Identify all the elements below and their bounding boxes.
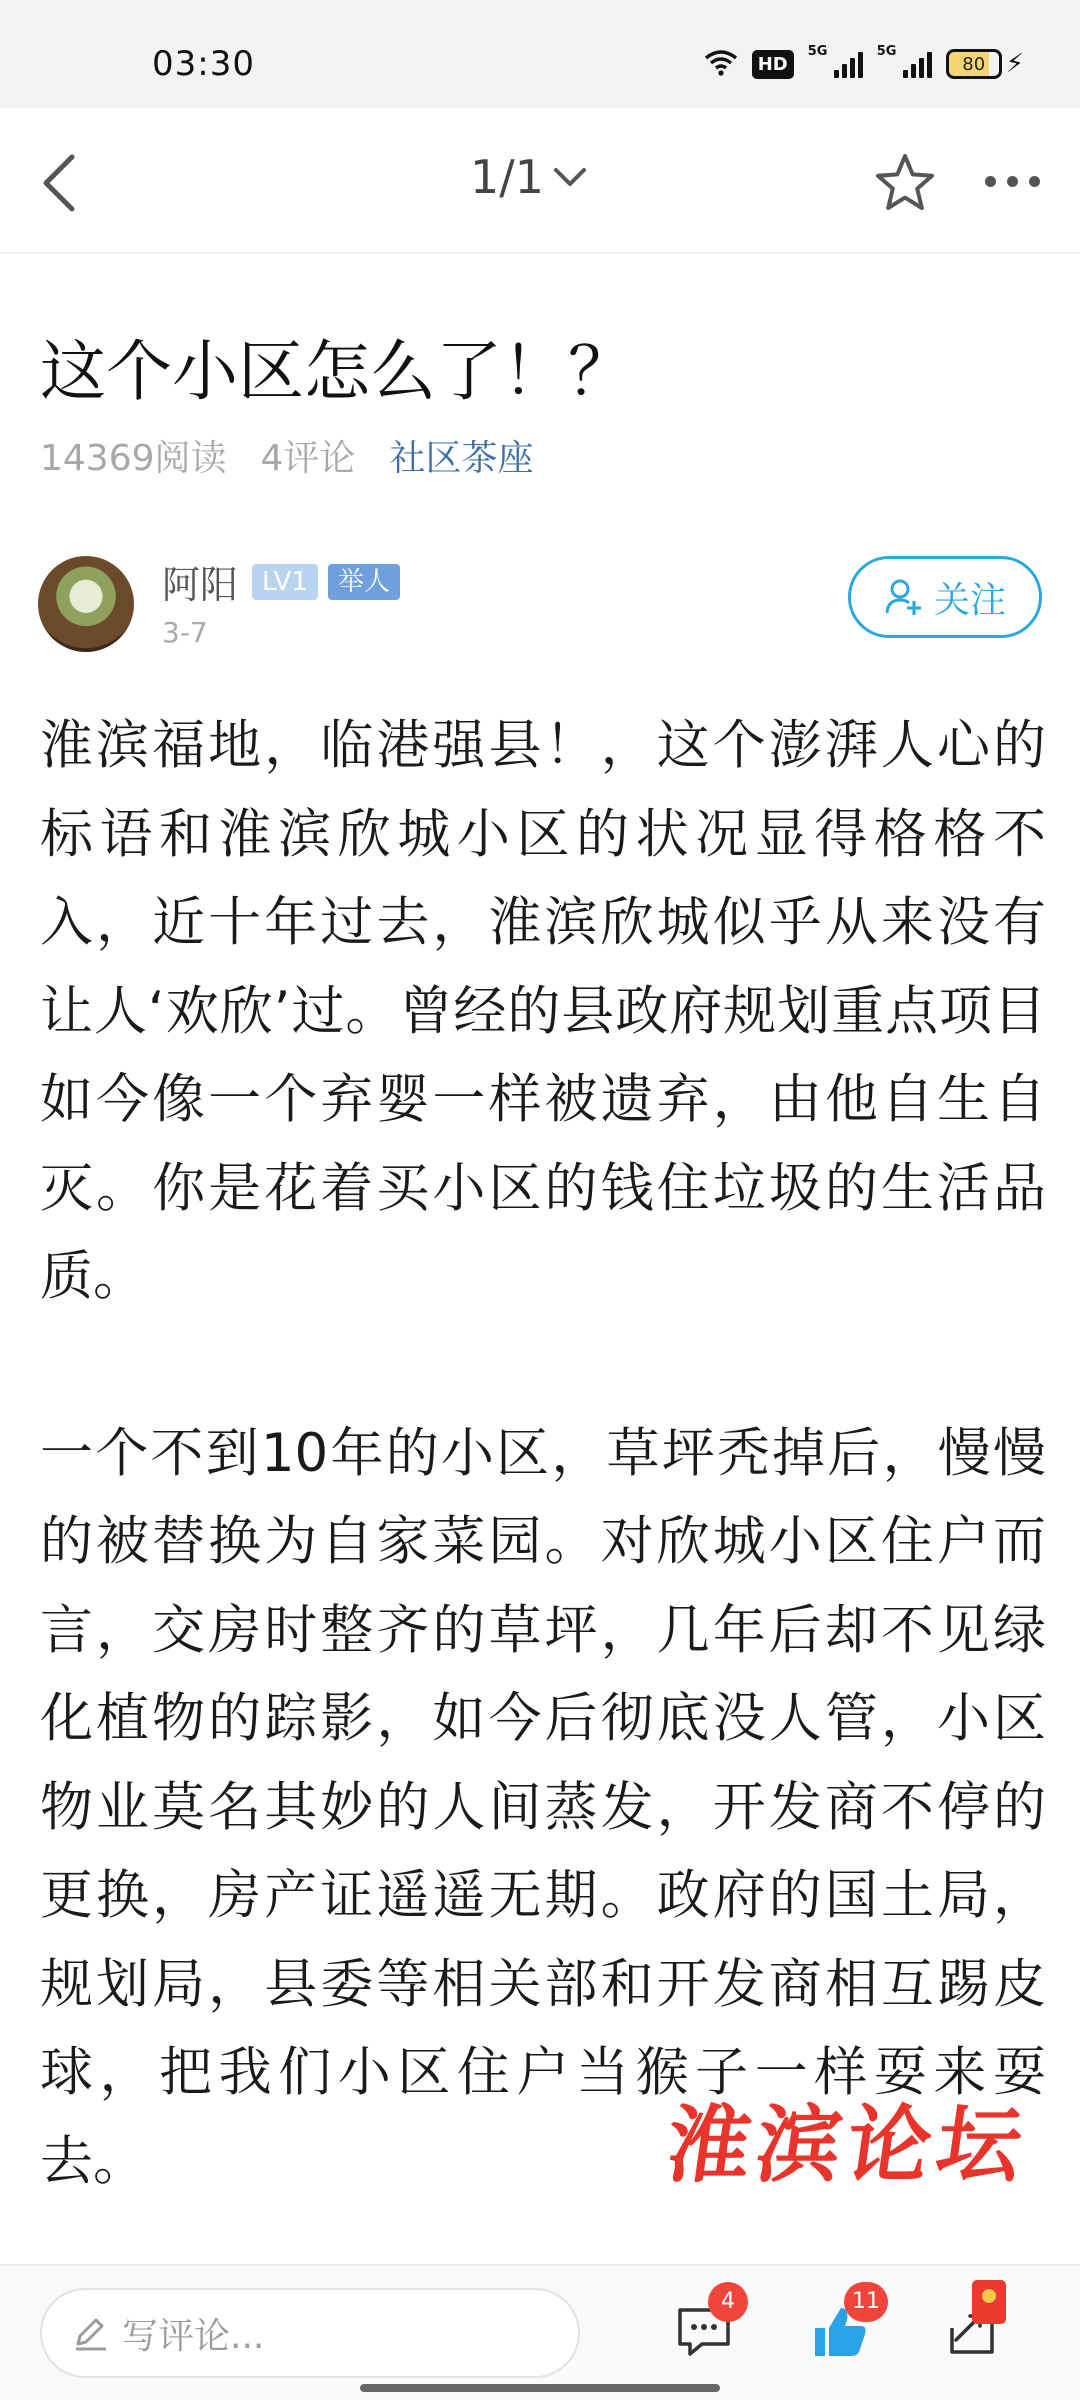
post-meta [40, 430, 533, 481]
bottom-bar [0, 2264, 1080, 2400]
author-name[interactable]: 阿阳 [162, 563, 239, 607]
star-icon [874, 152, 936, 214]
read-count: 14369阅读 [40, 438, 227, 479]
signal-icon-2 [876, 44, 932, 78]
role-badge: 举人 [328, 564, 400, 600]
page-indicator: 1/1 [470, 150, 545, 204]
more-dot-icon [1029, 176, 1040, 187]
post-date: 3-7 [162, 616, 208, 649]
forum-link[interactable]: 社区茶座 [389, 438, 534, 479]
more-dot-icon [985, 176, 996, 187]
battery-icon [946, 49, 1024, 79]
favorite-button[interactable] [870, 148, 940, 218]
status-icons [704, 44, 1024, 80]
home-indicator[interactable] [360, 2384, 720, 2392]
page-selector[interactable] [470, 150, 588, 204]
wifi-icon [704, 48, 738, 80]
signal-type-label-2: 5G [876, 44, 897, 59]
charging-icon: ⚡ [1005, 49, 1024, 79]
comment-count-badge: 4 [708, 2282, 748, 2322]
follow-button[interactable] [848, 556, 1042, 638]
signal-type-label: 5G [807, 44, 828, 59]
post-content [40, 702, 1046, 2206]
status-bar [0, 0, 1080, 108]
comment-placeholder: 写评论... [122, 2315, 265, 2357]
content-paragraph: 一个不到10年的小区，草坪秃掉后，慢慢的被替换为自家菜园。对欣城小区住户而言，交房时整齐的草坪，几年后却不见绿化植物的踪影，如今后彻底没人管，小区物业莫名其妙的人间蒸发，开发商不停的更换，房产证遥遥无期。政府的国土局，规划局，县委等相关部和开发商相互踢皮球，把我们小区住户当猴子一样耍来耍去。 [40, 1422, 1046, 2192]
red-packet-icon[interactable] [972, 2280, 1006, 2324]
hd-badge: HD [752, 50, 794, 79]
follow-label: 关注 [933, 579, 1006, 621]
pencil-icon [72, 2314, 110, 2352]
comment-input[interactable] [40, 2288, 580, 2378]
back-button[interactable] [28, 148, 88, 218]
avatar[interactable] [38, 556, 134, 652]
share-button[interactable] [932, 2292, 1012, 2372]
content-paragraph: 淮滨福地，临港强县！，这个澎湃人心的标语和淮滨欣城小区的状况显得格格不入，近十年过去，淮滨欣城似乎从来没有让人‘欢欣’过。曾经的县政府规划重点项目如今像一个弃婴一样被遗弃，由他自生自灭。你是花着买小区的钱住垃圾的生活品质。 [40, 715, 1046, 1307]
more-dot-icon [1007, 176, 1018, 187]
like-button[interactable] [800, 2289, 880, 2372]
more-options-button[interactable] [972, 156, 1052, 206]
watermark-logo: 淮滨论坛 [660, 2095, 1035, 2194]
author-row [38, 552, 1048, 662]
signal-icon [807, 44, 863, 78]
add-user-icon [884, 577, 924, 617]
like-count-badge: 11 [844, 2282, 888, 2322]
chevron-down-icon [552, 165, 588, 189]
level-badge: LV1 [252, 564, 318, 600]
chevron-left-icon [40, 153, 76, 213]
post-title: 这个小区怎么了！？ [40, 333, 634, 410]
comment-count-text: 4评论 [260, 438, 356, 479]
nav-bar [0, 108, 1080, 254]
comments-button[interactable] [664, 2289, 744, 2372]
status-time: 03:30 [152, 44, 255, 84]
battery-level: 80 [946, 49, 1002, 79]
